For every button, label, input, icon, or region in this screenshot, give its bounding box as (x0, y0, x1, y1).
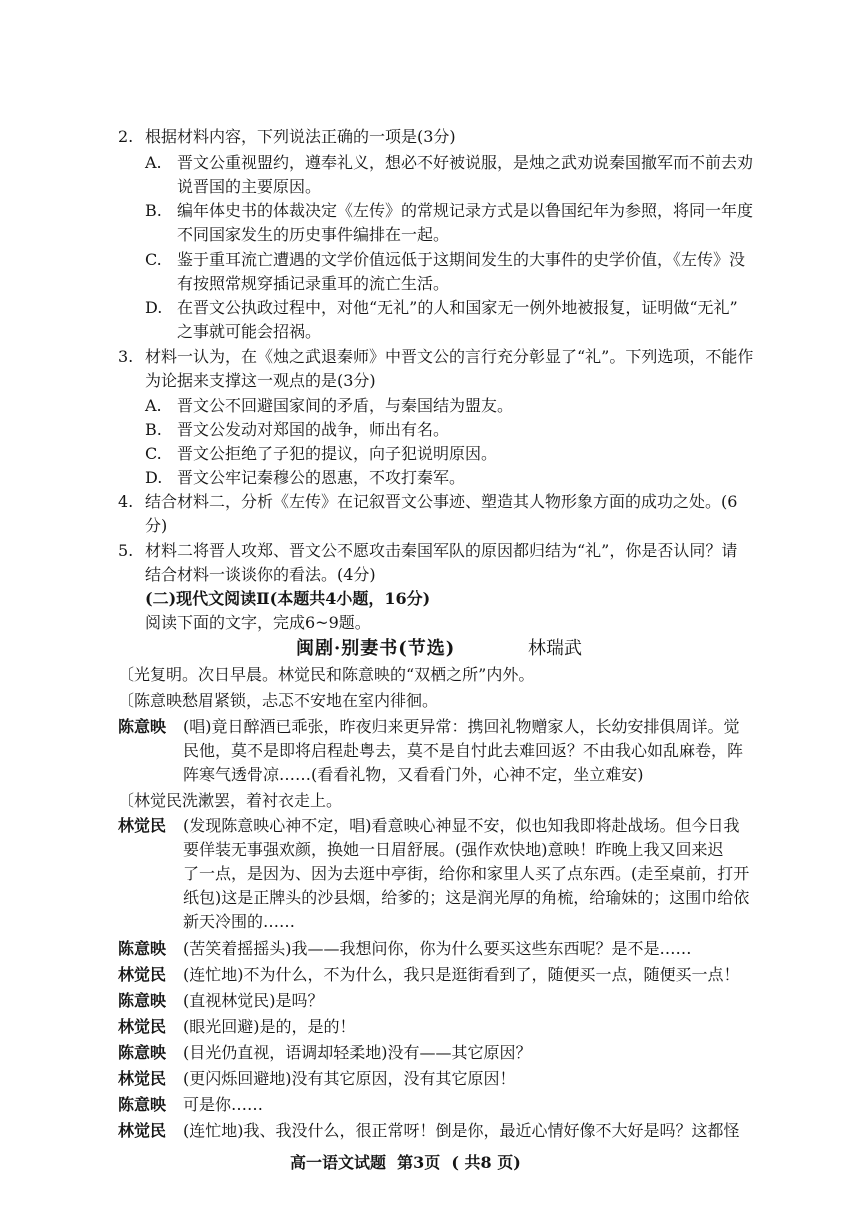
dialogue-line: (发现陈意映心神不定，唱)看意映心神显不安，似也知我即将赴战场。但今日我 (183, 816, 740, 835)
dialogue-line: (唱)竟日醉酒已乖张，昨夜归来更异常：携回礼物赠家人，长幼安排俱周详。觉 (183, 717, 740, 736)
dialogue-line: (苦笑着摇摇头)我——我想问你，你为什么要买这些东西呢？是不是…… (183, 939, 692, 958)
dialogue-line: 了一点，是因为、因为去逛中亭街，给你和家里人买了点东西。(走至桌前，打开 (183, 864, 750, 883)
question-stem: 为论据来支撑这一观点的是(3分) (145, 371, 376, 390)
option-text: 鉴于重耳流亡遭遇的文学价值远低于这期间发生的大事件的史学价值，《左传》没 (177, 250, 746, 269)
question-stem: 根据材料内容，下列说法正确的一项是(3分) (145, 127, 456, 146)
option-text: 有按照常规穿插记录重耳的流亡生活。 (177, 274, 450, 293)
section-heading: (二)现代文阅读Ⅱ(本题共4小题，16分) (145, 589, 431, 608)
page-footer: 高一语文试题 第3页 ( 共8 页) (290, 1153, 521, 1172)
dialogue-line: 阵寒气透骨凉……(看看礼物，又看看门外，心神不定，坐立难安) (183, 765, 644, 784)
option-text: 不同国家发生的历史事件编排在一起。 (177, 225, 450, 244)
option-text: 晋文公发动对郑国的战争，师出有名。 (177, 420, 450, 439)
question-stem: 材料一认为，在《烛之武退秦师》中晋文公的言行充分彰显了“礼”。下列选项，不能作 (145, 347, 754, 366)
passage-author: 林瑞武 (528, 638, 582, 659)
speaker-name: 陈意映 (118, 717, 167, 736)
question-stem: 结合材料一谈谈你的看法。(4分) (145, 565, 376, 584)
option-letter: B. (145, 201, 162, 220)
option-text: 编年体史书的体裁决定《左传》的常规记录方式是以鲁国纪年为参照，将同一年度 (177, 201, 754, 220)
option-letter: C. (145, 444, 162, 463)
option-text: 晋文公拒绝了子犯的提议，向子犯说明原因。 (177, 444, 498, 463)
section-instruction: 阅读下面的文字，完成6~9题。 (145, 613, 371, 632)
option-text: 晋文公不回避国家间的矛盾，与秦国结为盟友。 (177, 396, 514, 415)
speaker-name: 陈意映 (118, 1043, 167, 1062)
speaker-name: 陈意映 (118, 1095, 167, 1114)
question-stem: 材料二将晋人攻郑、晋文公不愿攻击秦国军队的原因都归结为“礼”，你是否认同？请 (145, 541, 738, 560)
dialogue-line: (更闪烁回避地)没有其它原因，没有其它原因！ (183, 1069, 516, 1088)
passage-title: 闽剧·别妻书(节选) (296, 638, 456, 659)
option-text: 在晋文公执政过程中，对他“无礼”的人和国家无一例外地被报复，证明做“无礼” (177, 298, 738, 317)
stage-direction: 〔光复明。次日早晨。林觉民和陈意映的“双栖之所”内外。 (118, 665, 535, 684)
option-text: 之事就可能会招祸。 (177, 322, 322, 341)
dialogue-line: (连忙地)我、我没什么，很正常呀！倒是你，最近心情好像不大好是吗？这都怪 (183, 1121, 740, 1140)
option-letter: D. (145, 298, 163, 317)
dialogue-line: (连忙地)不为什么，不为什么，我只是逛街看到了，随便买一点，随便买一点！ (183, 965, 740, 984)
option-text: 晋文公重视盟约，遵奉礼义，想必不好被说服，是烛之武劝说秦国撤军而不前去劝 (177, 153, 754, 172)
option-letter: C. (145, 250, 162, 269)
speaker-name: 林觉民 (118, 1069, 167, 1088)
option-letter: A. (145, 396, 162, 415)
speaker-name: 陈意映 (118, 991, 167, 1010)
dialogue-line: (直视林觉民)是吗？ (183, 991, 324, 1010)
stage-direction: 〔陈意映愁眉紧锁，忐忑不安地在室内徘徊。 (118, 691, 439, 710)
dialogue-line: 纸包)这是正牌头的沙县烟，给爹的；这是润光厚的角梳，给瑜妹的；这围巾给依 (183, 888, 750, 907)
speaker-name: 林觉民 (118, 1121, 167, 1140)
speaker-name: 林觉民 (118, 1017, 167, 1036)
option-letter: A. (145, 153, 162, 172)
question-number: 5. (118, 541, 134, 560)
question-number: 2. (118, 127, 134, 146)
dialogue-line: 要佯装无事强欢颜，换她一日眉舒展。(强作欢快地)意映！昨晚上我又回来迟 (183, 840, 724, 859)
speaker-name: 林觉民 (118, 965, 167, 984)
option-letter: B. (145, 420, 162, 439)
option-text: 说晋国的主要原因。 (177, 177, 322, 196)
question-number: 4. (118, 492, 134, 511)
dialogue-line: (眼光回避)是的，是的！ (183, 1017, 356, 1036)
dialogue-line: 新天冷围的…… (183, 912, 296, 931)
option-text: 晋文公牢记秦穆公的恩惠，不攻打秦军。 (177, 468, 466, 487)
speaker-name: 陈意映 (118, 939, 167, 958)
dialogue-line: 民他，莫不是即将启程赴粤去，莫不是自忖此去难回返？不由我心如乱麻卷，阵 (183, 741, 744, 760)
dialogue-line: 可是你…… (183, 1095, 264, 1114)
speaker-name: 林觉民 (118, 816, 167, 835)
question-number: 3. (118, 347, 134, 366)
option-letter: D. (145, 468, 163, 487)
dialogue-line: (目光仍直视，语调却轻柔地)没有——其它原因？ (183, 1043, 532, 1062)
question-stem: 分) (145, 516, 168, 535)
question-stem: 结合材料二，分析《左传》在记叙晋文公事迹、塑造其人物形象方面的成功之处。(6 (145, 492, 738, 511)
stage-direction: 〔林觉民洗漱罢，着衬衣走上。 (118, 791, 343, 810)
